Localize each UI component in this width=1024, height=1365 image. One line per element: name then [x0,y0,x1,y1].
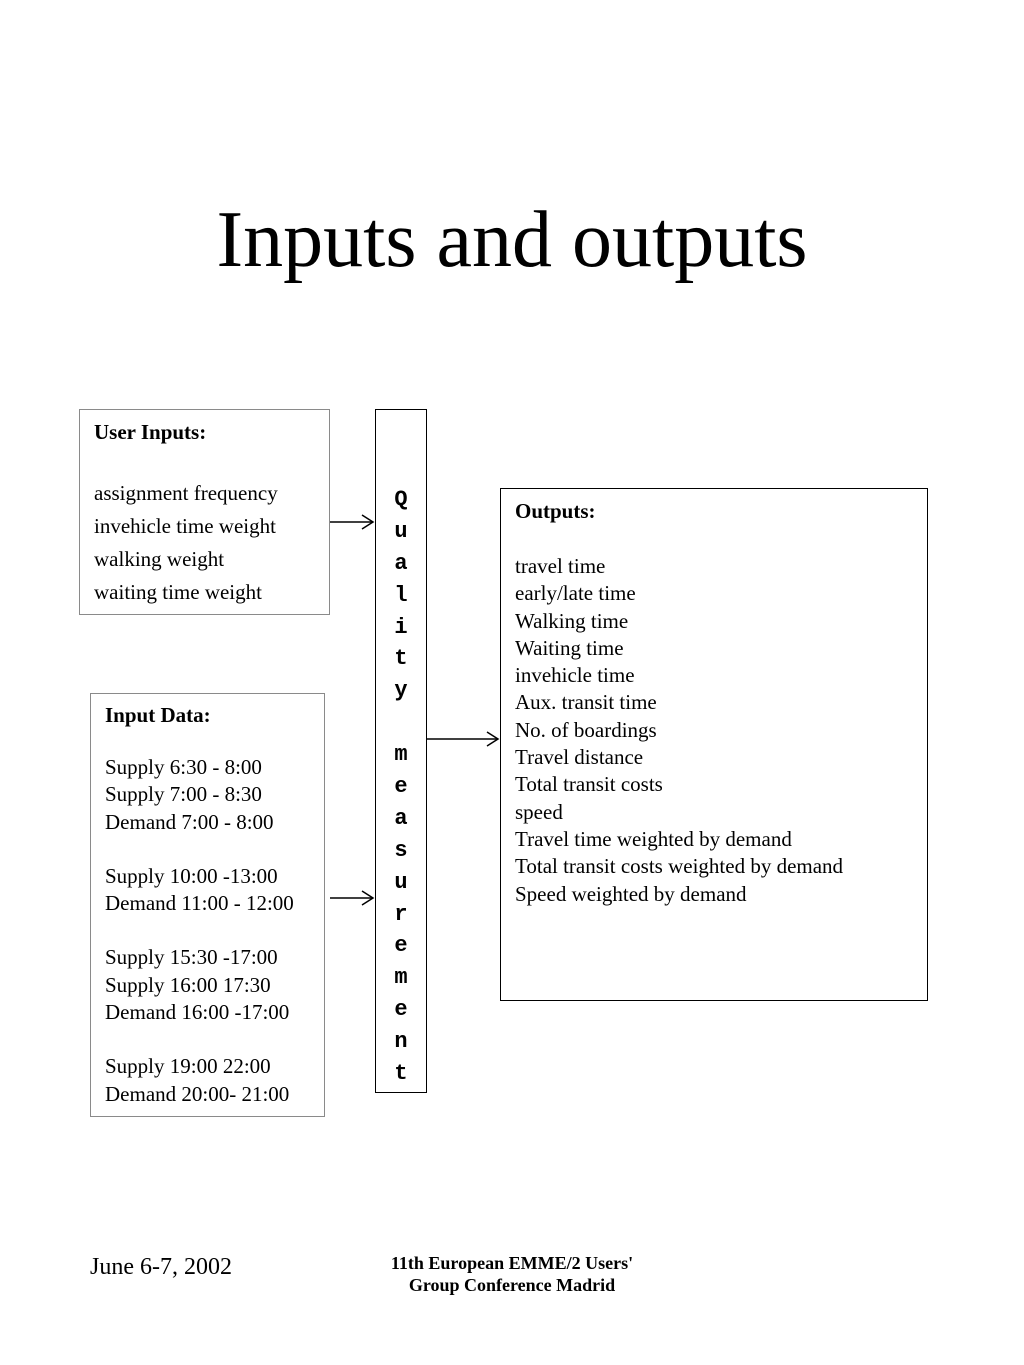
footer-conference-line-1: 11th European EMME/2 Users' [390,1253,634,1273]
list-item: Total transit costs weighted by demand [515,854,844,879]
input-data-heading: Input Data: [105,703,211,727]
list-item: Supply 15:30 -17:00 [105,945,278,970]
list-item: Supply 16:00 17:30 [105,972,271,997]
arrow-quality-to-outputs [427,732,498,746]
list-item: Supply 10:00 -13:00 [105,863,278,888]
arrow-user-inputs-to-quality [330,515,373,529]
list-item: Total transit costs [515,772,663,797]
quality-label-char: i [394,614,408,640]
list-item: Travel distance [515,745,644,770]
quality-label-char: y [394,678,408,704]
page-title: Inputs and outputs [216,196,808,284]
quality-label-char: s [394,837,408,863]
quality-label-char: t [394,646,408,672]
quality-label-char: e [394,933,408,959]
quality-label-char: Q [394,487,408,512]
list-item: Supply 7:00 - 8:30 [105,782,262,807]
quality-label-char: m [394,965,408,991]
list-item: invehicle time weight [94,514,276,538]
list-item: travel time [515,554,606,578]
list-item: Demand 16:00 -17:00 [105,1000,290,1025]
quality-label-char: a [394,805,408,831]
quality-label-char: e [394,774,408,800]
list-item: No. of boardings [515,717,657,742]
footer-conference [362,1252,662,1296]
quality-label-char: r [394,901,408,927]
list-item: Travel time weighted by demand [515,826,792,851]
list-item: Demand 20:00- 21:00 [105,1081,290,1106]
quality-label-char: e [394,997,408,1023]
quality-label-char: u [394,869,408,895]
quality-label-char: n [394,1029,408,1055]
list-item: Speed weighted by demand [515,881,747,906]
quality-label-char: m [394,742,408,768]
list-item: Waiting time [515,635,624,660]
list-item: speed [515,799,563,824]
quality-label-char: l [394,582,408,608]
footer-date: June 6-7, 2002 [90,1254,232,1280]
list-item: waiting time weight [94,580,262,604]
outputs-heading: Outputs: [515,499,596,523]
list-item: Aux. transit time [515,690,657,715]
list-item: Demand 7:00 - 8:00 [105,809,274,834]
quality-label-char: t [394,1061,408,1087]
arrow-input-data-to-quality [330,891,373,905]
list-item: Supply 6:30 - 8:00 [105,755,262,779]
list-item: Supply 19:00 22:00 [105,1054,271,1079]
quality-label-char: a [394,550,408,576]
list-item: Walking time [515,608,629,633]
list-item: assignment frequency [94,481,278,505]
quality-label-char: u [394,518,408,544]
list-item: invehicle time [515,663,635,688]
list-item: walking weight [94,547,225,571]
list-item: Demand 11:00 - 12:00 [105,891,294,916]
footer-conference-line-2: Group Conference Madrid [408,1275,616,1295]
user-inputs-heading: User Inputs: [94,420,207,444]
list-item: early/late time [515,581,636,606]
